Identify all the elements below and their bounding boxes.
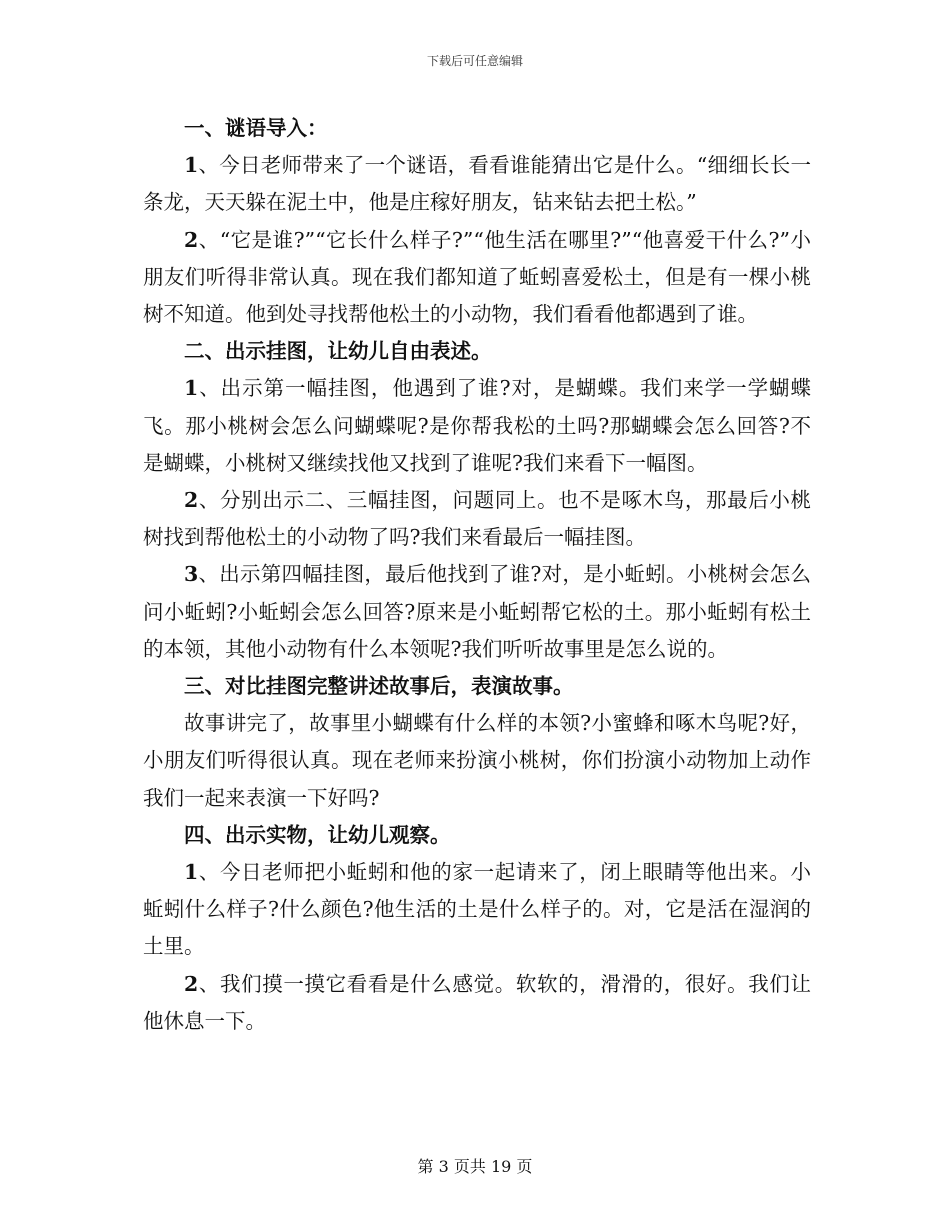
section-heading: 二、出示挂图，让幼儿自由表述。 [184,339,492,364]
paragraph [143,222,811,334]
paragraph [143,705,811,817]
paragraph [143,854,811,966]
paragraph [143,370,811,482]
paragraph-text: 、我们摸一摸它看看是什么感觉。软软的，滑滑的，很好。我们让他休息一下。 [143,971,811,1033]
header-note: 下载后可任意编辑 [426,54,523,68]
paragraph-text: 故事讲完了，故事里小蝴蝶有什么样的本领?小蜜蜂和啄木鸟呢?好，小朋友们听得很认真。现在老师来扮演小桃树，你们扮演小动物加上动作我们一起来表演一下好吗? [143,711,811,810]
item-number: 1 [184,153,199,178]
section-heading: 四、出示实物，让幼儿观察。 [184,822,451,847]
paragraph-text: 、今日老师带来了一个谜语，看看谁能猜出它是什么。“细细长长一条龙，天天躲在泥土中，他是庄稼好朋友，钻来钻去把土松。” [143,153,811,215]
section-heading: 一、谜语导入： [184,116,328,140]
paragraph-text: 、今日老师把小蚯蚓和他的家一起请来了，闭上眼睛等他出来。小蚯蚓什么样子?什么颜色?他生活的土是什么样子的。对，它是活在湿润的土里。 [143,860,811,959]
paragraph-text: 、分别出示二、三幅挂图，问题同上。也不是啄木鸟，那最后小桃树找到帮他松土的小动物了吗?我们来看最后一幅挂图。 [143,488,811,550]
paragraph-text: 、出示第四幅挂图，最后他找到了谁?对，是小蚯蚓。小桃树会怎么问小蚯蚓?小蚯蚓会怎么回答?原来是小蚯蚓帮它松的土。那小蚯蚓有松土的本领，其他小动物有什么本领呢?我们听听故事里是怎么说的。 [143,562,811,661]
item-number: 1 [184,376,199,401]
item-number: 2 [184,227,199,252]
paragraph [143,556,811,668]
item-number: 3 [184,562,199,587]
item-number: 2 [184,971,199,996]
page-number-footer: 第 3 页共 19 页 [417,1157,533,1176]
paragraph [143,482,811,556]
paragraph [143,147,811,221]
item-number: 2 [184,488,199,513]
item-number: 1 [184,860,199,885]
section-heading: 三、对比挂图完整讲述故事后，表演故事。 [184,674,574,699]
paragraph-text: 、出示第一幅挂图，他遇到了谁?对，是蝴蝶。我们来学一学蝴蝶飞。那小桃树会怎么问蝴蝶呢?是你帮我松的土吗?那蝴蝶会怎么回答?不是蝴蝶，小桃树又继续找他又找到了谁呢?我们来看下一幅图。 [143,376,811,475]
document-body [143,110,811,1040]
paragraph [143,966,811,1040]
paragraph-text: 、“它是谁?”“它长什么样子?”“他生活在哪里?”“他喜爱干什么?”小朋友们听得非常认真。现在我们都知道了蚯蚓喜爱松土，但是有一棵小桃树不知道。他到处寻找帮他松土的小动物，我们看看他都遇到了谁。 [143,227,811,327]
